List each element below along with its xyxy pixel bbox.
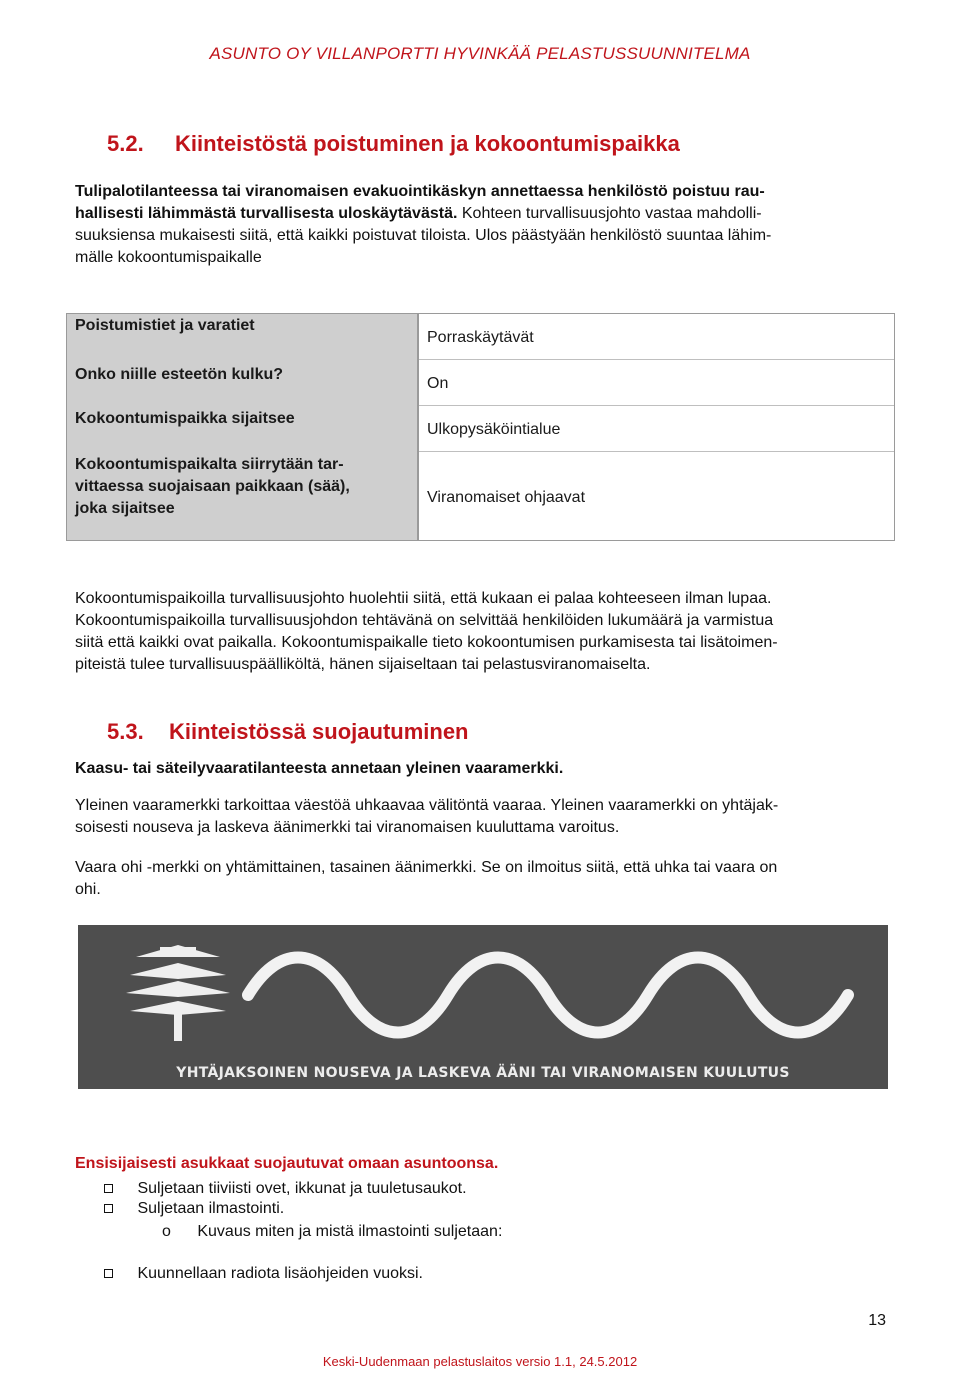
circle-bullet: o <box>162 1223 171 1240</box>
shelter-item <box>104 1263 423 1285</box>
document-header-title: ASUNTO OY VILLANPORTTI HYVINKÄÄ PELASTUSSUUNNITELMA <box>209 44 751 63</box>
page-number: 13 <box>868 1312 886 1329</box>
table-label-shelter-location <box>75 454 407 520</box>
table-row-divider <box>419 451 894 452</box>
table-label-exits: Poistumistiet ja varatiet <box>75 317 255 334</box>
shelter-item <box>104 1178 467 1200</box>
para-line: Kokoontumispaikoilla turvallisuusjohto huolehtii siitä, että kukaan ei palaa kohteeseen ilman lupaa. <box>75 590 772 607</box>
table-value-assembly: Ulkopysäköintialue <box>427 421 561 438</box>
table-row-divider <box>419 405 894 406</box>
table-value-shelter-location: Viranomaiset ohjaavat <box>427 489 586 506</box>
para-line-3: suuksiensa mukaisesti siitä, että kaikki poistuvat tiloista. Ulos päästyään henkilöstö suuntaa lähim- <box>75 227 772 244</box>
document-footer: Keski-Uudenmaan pelastuslaitos versio 1.1, 24.5.2012 <box>322 1354 638 1369</box>
shelter-sub-item <box>162 1221 502 1243</box>
para-line: siitä että kaikki ovat paikalla. Kokoontumispaikalle tieto kokoontumisen purkamisesta tai lisätoimen- <box>75 634 778 651</box>
section-5-3-heading <box>107 719 469 745</box>
para-line: piteistä tulee turvallisuuspäälliköltä, hänen sijaiseltaan tai pelastusviranomaiselta. <box>75 656 651 673</box>
table-value-column <box>418 313 895 541</box>
para-line-2 <box>75 203 895 225</box>
section-5-3-subtitle: Kaasu- tai säteilyvaaratilanteesta annetaan yleinen vaaramerkki. <box>75 760 564 777</box>
table-value-access: On <box>427 375 449 392</box>
section-5-2-title: Kiinteistöstä poistuminen ja kokoontumispaikka <box>175 131 680 156</box>
table-label-column <box>66 313 418 541</box>
table-row-divider <box>419 359 894 360</box>
evacuation-info-table <box>66 313 895 541</box>
para-line-2-rest: Kohteen turvallisuusjohto vastaa mahdolli- <box>457 205 762 222</box>
checkbox-bullet-icon <box>104 1204 113 1213</box>
shelter-item-text: Kuunnellaan radiota lisäohjeiden vuoksi. <box>137 1265 423 1282</box>
para-line: Yleinen vaaramerkki tarkoittaa väestöä uhkaavaa välitöntä vaaraa. Yleinen vaaramerkki on yhtäjak- <box>75 797 779 814</box>
shelter-heading: Ensisijaisesti asukkaat suojautuvat omaan asuntoonsa. <box>75 1155 499 1172</box>
general-alarm-signal-image <box>78 925 888 1089</box>
para-line: ohi. <box>75 881 101 898</box>
shelter-item-text: Suljetaan ilmastointi. <box>137 1200 285 1217</box>
table-label-line: vittaessa suojaisaan paikkaan (sää), <box>75 478 350 495</box>
siren-icon <box>126 945 230 1041</box>
section-5-3-title: Kiinteistössä suojautuminen <box>169 719 469 744</box>
table-label-line: Kokoontumispaikalta siirrytään tar- <box>75 456 344 473</box>
para-line-2-bold: hallisesti lähimmästä turvallisesta uloskäytävästä. <box>75 205 458 222</box>
table-value-exits: Porraskäytävät <box>427 329 534 346</box>
siren-caption: YHTÄJAKSOINEN NOUSEVA JA LASKEVA ÄÄNI TAI VIRANOMAISEN KUULUTUS <box>176 1065 790 1081</box>
section-5-2-number: 5.2. <box>107 131 144 156</box>
para-line-1: Tulipalotilanteessa tai viranomaisen evakuointikäskyn annettaessa henkilöstö poistuu rau- <box>75 183 765 200</box>
para-line: soisesti nouseva ja laskeva äänimerkki tai viranomaisen kuuluttama varoitus. <box>75 819 620 836</box>
table-label-line: joka sijaitsee <box>75 500 175 517</box>
section-5-2-paragraph <box>75 181 895 269</box>
section-5-2-heading <box>107 131 680 157</box>
para-line-4: mälle kokoontumispaikalle <box>75 249 262 266</box>
checkbox-bullet-icon <box>104 1184 113 1193</box>
shelter-item-text: Suljetaan tiiviisti ovet, ikkunat ja tuuletusaukot. <box>137 1180 467 1197</box>
general-alarm-paragraph <box>75 795 905 839</box>
rising-falling-wave <box>248 958 848 1033</box>
para-line: Kokoontumispaikoilla turvallisuusjohdon tehtävänä on selvittää henkilöiden lukumäärä ja varmistua <box>75 612 774 629</box>
table-label-access: Onko niille esteetön kulku? <box>75 366 284 383</box>
para-line: Vaara ohi -merkki on yhtämittainen, tasainen äänimerkki. Se on ilmoitus siitä, että uhka tai vaara on <box>75 859 778 876</box>
table-label-assembly: Kokoontumispaikka sijaitsee <box>75 410 295 427</box>
section-5-3-number: 5.3. <box>107 719 144 744</box>
checkbox-bullet-icon <box>104 1269 113 1278</box>
assembly-instructions-paragraph <box>75 588 905 676</box>
shelter-item <box>104 1198 284 1220</box>
shelter-sub-item-text: Kuvaus miten ja mistä ilmastointi suljetaan: <box>197 1223 503 1240</box>
all-clear-paragraph <box>75 857 905 901</box>
